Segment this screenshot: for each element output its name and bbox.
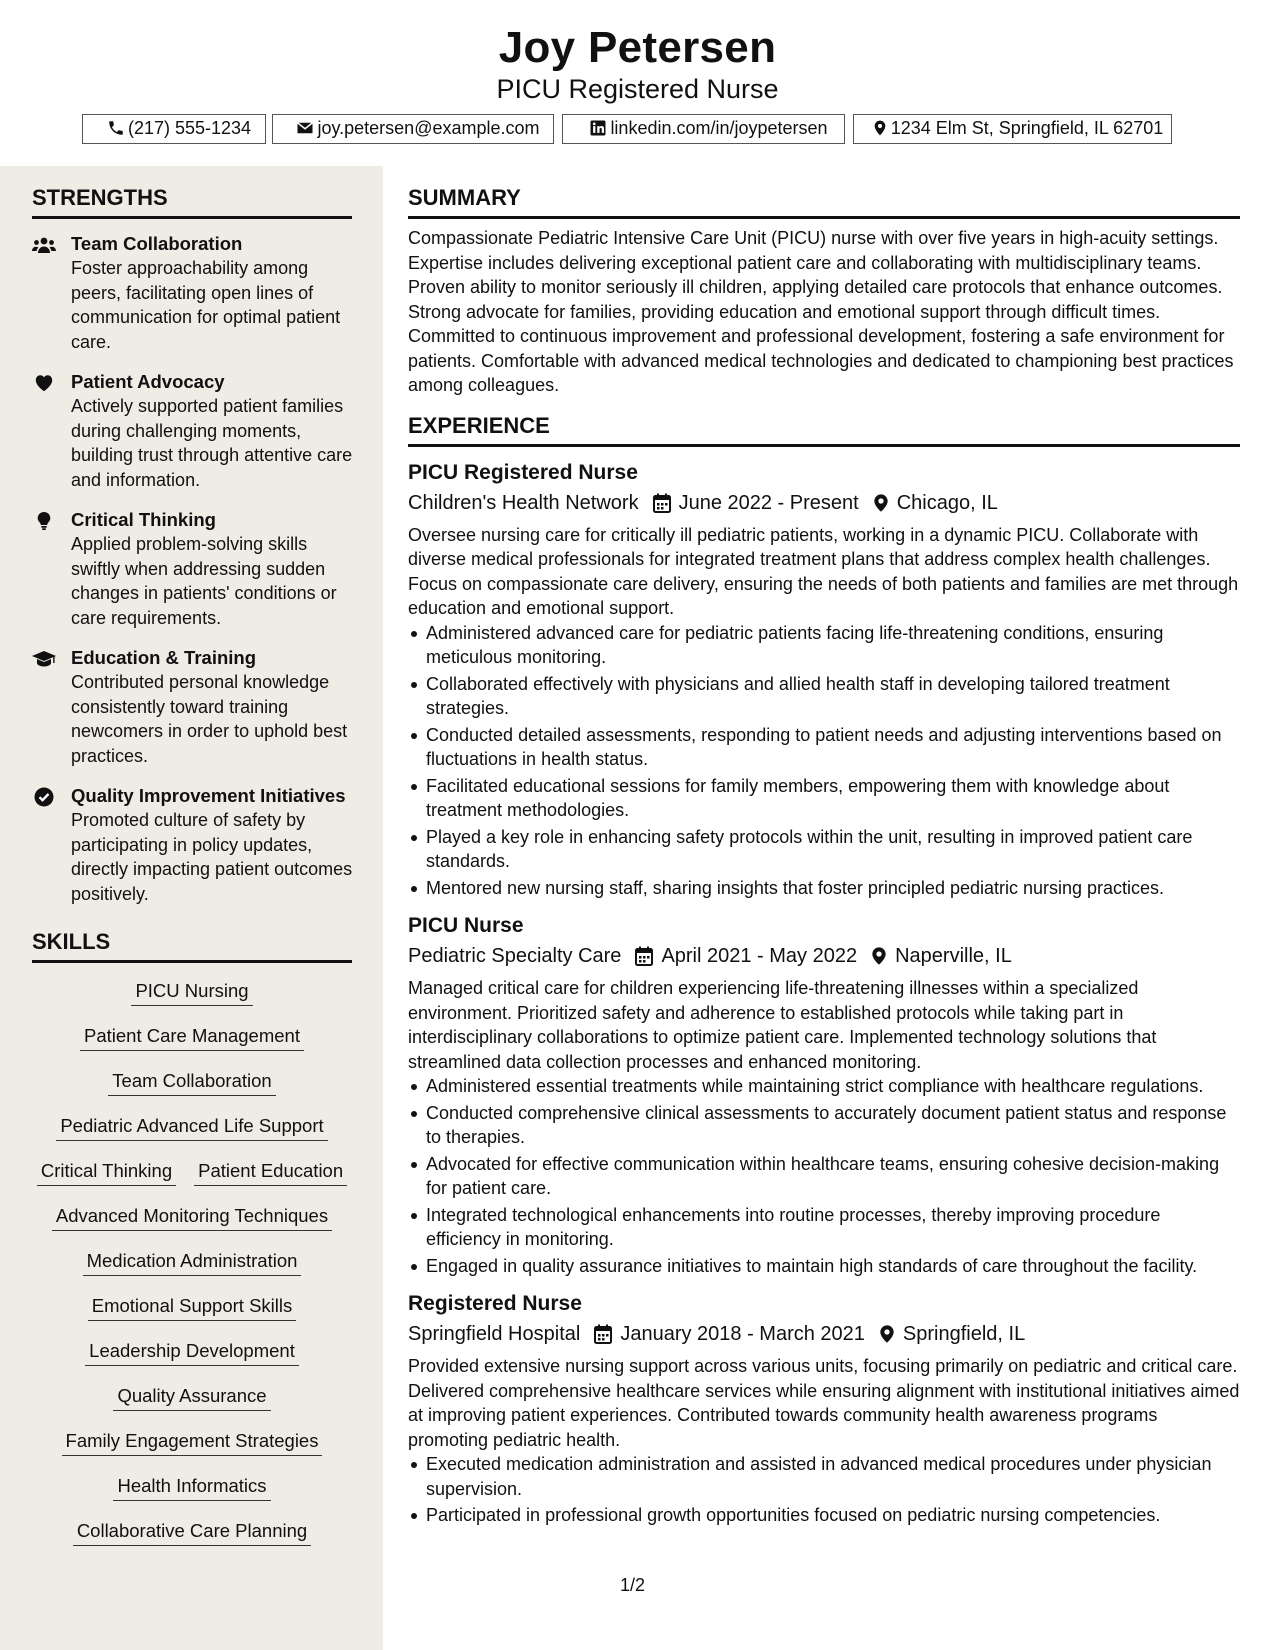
contact-address bbox=[853, 114, 1172, 144]
skills-heading: SKILLS bbox=[32, 928, 352, 963]
summary-heading: SUMMARY bbox=[408, 184, 1240, 219]
resume-header bbox=[0, 0, 1275, 166]
calendar-icon bbox=[594, 1324, 612, 1344]
job-dates: April 2021 - May 2022 bbox=[661, 945, 858, 967]
job-description: Managed critical care for children experiencing life-threatening illnesses within a specialized environment. Prioritized safety and adherence to established protocols while taking part in interdisciplinary collaborations to optimize patient care. Implemented technology solutions that streamlined data collection processes and enhanced monitoring. bbox=[408, 978, 1157, 1072]
phone-icon bbox=[107, 119, 125, 137]
bullet-item: Conducted comprehensive clinical assessments to accurately document patient status and response to therapies. bbox=[408, 1101, 1240, 1150]
skill-tag: Team Collaboration bbox=[108, 1068, 275, 1096]
strength-item bbox=[32, 232, 357, 354]
skill-tag: Emotional Support Skills bbox=[88, 1293, 297, 1321]
lightbulb-icon bbox=[32, 512, 56, 530]
linkedin-icon bbox=[589, 119, 607, 137]
location-pin-icon bbox=[872, 119, 888, 137]
job-location: Naperville, IL bbox=[895, 945, 1012, 967]
calendar-icon bbox=[635, 946, 653, 966]
bullet-item: Engaged in quality assurance initiatives to maintain high standards of care throughout the facility. bbox=[408, 1254, 1240, 1279]
contact-phone[interactable] bbox=[82, 114, 266, 144]
location-pin-icon bbox=[873, 493, 889, 513]
calendar-icon bbox=[653, 493, 671, 513]
skill-tag: Family Engagement Strategies bbox=[62, 1428, 323, 1456]
candidate-title: PICU Registered Nurse bbox=[496, 74, 779, 104]
bullet-item: Administered essential treatments while maintaining strict compliance with healthcare regulations. bbox=[408, 1074, 1240, 1099]
skill-tag: Pediatric Advanced Life Support bbox=[56, 1113, 327, 1141]
skill-tag: Medication Administration bbox=[83, 1248, 302, 1276]
bullet-item: Advocated for effective communication within healthcare teams, ensuring cohesive decision-making for patient care. bbox=[408, 1152, 1240, 1201]
strength-item bbox=[32, 370, 357, 492]
job-bullets bbox=[408, 1074, 1240, 1278]
strength-title: Critical Thinking bbox=[71, 509, 216, 530]
envelope-icon bbox=[296, 119, 314, 137]
job-meta bbox=[408, 940, 1240, 972]
strength-item bbox=[32, 784, 357, 906]
bullet-item: Administered advanced care for pediatric patients facing life-threatening conditions, ensuring meticulous monitoring. bbox=[408, 621, 1240, 670]
users-icon bbox=[32, 236, 56, 254]
strength-item bbox=[32, 646, 357, 768]
strength-desc: Foster approachability among peers, facilitating open lines of communication for optimal patient care. bbox=[71, 258, 341, 352]
bullet-item: Mentored new nursing staff, sharing insights that foster principled pediatric nursing practices. bbox=[408, 876, 1240, 901]
skill-tag: Collaborative Care Planning bbox=[73, 1518, 311, 1546]
skill-tag: Patient Education bbox=[194, 1158, 347, 1186]
skill-tag: Health Informatics bbox=[113, 1473, 270, 1501]
graduation-cap-icon bbox=[32, 650, 56, 668]
skills-list bbox=[32, 978, 352, 1563]
job-dates: June 2022 - Present bbox=[678, 491, 859, 514]
job-employer: Pediatric Specialty Care bbox=[408, 945, 622, 967]
bullet-item: Executed medication administration and assisted in advanced medical procedures under physician supervision. bbox=[408, 1452, 1240, 1501]
bullet-item: Conducted detailed assessments, responding to patient needs and adjusting interventions based on fluctuations in health status. bbox=[408, 723, 1240, 772]
strengths-list bbox=[32, 232, 357, 922]
skill-tag: PICU Nursing bbox=[131, 978, 252, 1006]
main-content bbox=[408, 166, 1240, 1650]
contact-email-text: joy.petersen@example.com bbox=[317, 118, 540, 138]
job-entry bbox=[408, 459, 1240, 901]
bullet-item: Played a key role in enhancing safety protocols within the unit, resulting in improved patient care standards. bbox=[408, 825, 1240, 874]
job-bullets bbox=[408, 1452, 1240, 1528]
check-circle-icon bbox=[32, 788, 56, 806]
skill-tag: Quality Assurance bbox=[113, 1383, 270, 1411]
strength-desc: Applied problem-solving skills swiftly when addressing sudden changes in patients' conditions or care requirements. bbox=[71, 534, 337, 628]
strength-desc: Contributed personal knowledge consistently toward training newcomers in order to uphold best practices. bbox=[71, 672, 348, 766]
contact-phone-text: (217) 555-1234 bbox=[127, 118, 252, 138]
job-entry bbox=[408, 912, 1240, 1278]
job-location: Springfield, IL bbox=[902, 1323, 1026, 1345]
contact-linkedin-text: linkedin.com/in/joypetersen bbox=[610, 118, 828, 138]
location-pin-icon bbox=[871, 946, 887, 966]
job-title: Registered Nurse bbox=[408, 1292, 582, 1315]
job-employer: Springfield Hospital bbox=[408, 1323, 581, 1345]
job-description: Provided extensive nursing support across various units, focusing primarily on pediatric and critical care. Delivered comprehensive healthcare services while ensuring alignment with institutional initiatives aimed at improving patient experiences. Contributed towards community health awareness programs promoting pediatric health. bbox=[408, 1356, 1240, 1450]
contact-linkedin[interactable] bbox=[562, 114, 845, 144]
bullet-item: Participated in professional growth opportunities focused on pediatric nursing competencies. bbox=[408, 1503, 1240, 1528]
strength-title: Education & Training bbox=[71, 647, 257, 668]
skill-tag: Patient Care Management bbox=[80, 1023, 304, 1051]
heart-icon bbox=[32, 374, 56, 392]
job-dates: January 2018 - March 2021 bbox=[620, 1323, 865, 1345]
job-title: PICU Nurse bbox=[408, 914, 524, 937]
strength-title: Team Collaboration bbox=[71, 233, 243, 254]
strength-desc: Actively supported patient families during challenging moments, building trust through attentive care and information. bbox=[71, 396, 353, 490]
strengths-heading: STRENGTHS bbox=[32, 184, 352, 219]
job-meta bbox=[408, 1318, 1240, 1350]
contact-email[interactable] bbox=[272, 114, 554, 144]
contact-address-text: 1234 Elm St, Springfield, IL 62701 bbox=[890, 118, 1164, 138]
strength-title: Patient Advocacy bbox=[71, 371, 225, 392]
candidate-name: Joy Petersen bbox=[498, 23, 777, 72]
strength-title: Quality Improvement Initiatives bbox=[71, 785, 346, 806]
job-employer: Children's Health Network bbox=[408, 491, 639, 514]
strength-item bbox=[32, 508, 357, 630]
bullet-item: Integrated technological enhancements into routine processes, thereby improving procedure efficiency in monitoring. bbox=[408, 1203, 1240, 1252]
skill-tag: Advanced Monitoring Techniques bbox=[52, 1203, 332, 1231]
experience-heading: EXPERIENCE bbox=[408, 412, 1240, 447]
skill-tag: Critical Thinking bbox=[37, 1158, 176, 1186]
location-pin-icon bbox=[879, 1324, 895, 1344]
job-meta bbox=[408, 487, 1240, 519]
strength-desc: Promoted culture of safety by participating in policy updates, directly impacting patient outcomes positively. bbox=[71, 810, 353, 904]
job-title: PICU Registered Nurse bbox=[408, 460, 638, 484]
page-number: 1/2 bbox=[620, 1575, 646, 1595]
summary-text: Compassionate Pediatric Intensive Care Unit (PICU) nurse with over five years in high-acuity settings. Expertise includes delivering exceptional patient care and collaborating with multidisciplinary teams. Proven ability to monitor seriously ill children, applying detailed care protocols that enhance outcomes. Strong advocate for families, providing education and emotional support through difficult times. Committed to continuous improvement and professional development, fostering a safe environment for patients. Comfortable with advanced medical technologies and dedicated to championing best practices among colleagues. bbox=[408, 228, 1234, 395]
bullet-item: Facilitated educational sessions for family members, empowering them with knowledge about treatment methodologies. bbox=[408, 774, 1240, 823]
job-location: Chicago, IL bbox=[896, 491, 998, 514]
skill-tag: Leadership Development bbox=[85, 1338, 299, 1366]
bullet-item: Collaborated effectively with physicians and allied health staff in developing tailored treatment strategies. bbox=[408, 672, 1240, 721]
sidebar bbox=[0, 166, 383, 1650]
job-entry bbox=[408, 1290, 1240, 1528]
job-description: Oversee nursing care for critically ill pediatric patients, working in a dynamic PICU. Collaborate with diverse medical professionals for integrated treatment plans that address complex health challenges. Focus on compassionate care delivery, ensuring the needs of both patients and families are met through education and emotional support. bbox=[408, 524, 1239, 618]
job-bullets bbox=[408, 621, 1240, 901]
